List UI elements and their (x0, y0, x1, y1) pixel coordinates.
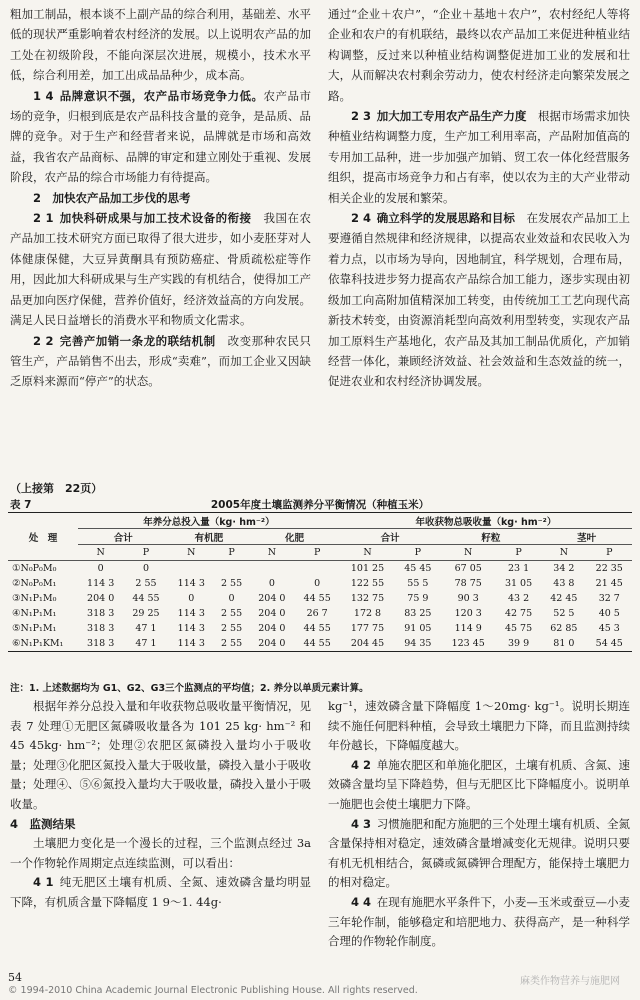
cell (249, 561, 294, 577)
cell: 114 9 (454, 623, 482, 634)
section-body: 习惯施肥和配方施肥的三个处理土壤有机质、全氮含量保持相对稳定，速效磷含量增减变化无规律。说明只要有机无机相结合，氮磷或氮磷钾合理配方，能保持土壤肥力的相对稳定。 (328, 816, 631, 890)
cell: 114 3 (177, 578, 205, 589)
site-watermark: 麻类作物营养与施肥网 (520, 976, 620, 987)
section-body: 单施农肥区和单施化肥区，土壤有机质、含氮、速效磷含量均呈下降趋势，但与无肥区比下降幅度小。说明单一施肥也会使土壤肥力下降。 (328, 757, 631, 811)
table-row (8, 636, 632, 652)
cell: 204 0 (258, 638, 286, 649)
header-n: N (249, 545, 294, 561)
upper-right-column (328, 4, 630, 392)
cell: 40 5 (598, 608, 620, 619)
header-p: P (496, 545, 541, 561)
header-total: 合计 (340, 529, 441, 545)
paragraph: 土壤肥力变化是一个漫长的过程，三个监测点经过 3a一个作物轮作周期定点连续监测，可以看出： (10, 836, 311, 870)
cell: 204 0 (87, 593, 115, 604)
table-title: 2005年度土壤监测养分平衡情况（种植玉米） (210, 499, 430, 511)
cell: 43 2 (507, 593, 530, 604)
section-number: 4 3 (351, 816, 372, 831)
cell: 44 55 (303, 623, 331, 634)
cell: 54 45 (595, 638, 623, 649)
table-note: 注：1. 上述数据均为 G1、G2、G3三个监测点的平均值；2. 养分以单质元素计算。 (10, 683, 369, 694)
section-body: 在发展农产品加工上要遵循自然规律和经济规律，以提高农业效益和农民收入为着力点，以市场为导向，因地制宜，科学规划，合理布局，依靠科技进步努力提高农产品综合加工能力，逐步实现由初级加工向高附加值精深加工转变，由传统加工工艺向现代高新技术转变，由资源消耗型向高效利用型转变，实现农产品加工原料生产基地化，农产品及其加工制品优质化，产加销经营一体化，兼顾经济效益、社会效益和生态效益的统一，促进农业和农村经济协调发展。 (328, 211, 631, 389)
cell: 114 3 (177, 623, 205, 634)
cell: 177 75 (350, 623, 385, 634)
cell: 114 3 (177, 608, 205, 619)
cell: 120 3 (454, 608, 482, 619)
section-body: 在现有施肥水平条件下，小麦—玉米或蚕豆—小麦三年轮作制，能够稳定和培肥地力、获得高产，是一种科学合理的作物轮作制度。 (328, 894, 631, 949)
section-2-1 (10, 208, 311, 330)
section-heading: 加大加工专用农产品生产力度 (376, 109, 527, 124)
cell: 45 3 (598, 623, 620, 634)
lower-text-block (10, 697, 630, 969)
cell: 52 5 (553, 608, 575, 619)
cell: 81 0 (553, 638, 575, 649)
section-1-4 (10, 86, 311, 188)
section-heading: 完善产加销一条龙的联结机制 (59, 333, 216, 348)
header-n: N (340, 545, 395, 561)
table-row (8, 606, 632, 621)
cell: 67 05 (454, 563, 482, 574)
cell: 94 35 (404, 638, 432, 649)
section-number: 2 3 (351, 109, 372, 124)
lower-right-column (328, 697, 630, 952)
header-n: N (441, 545, 496, 561)
cell: 2 55 (220, 638, 243, 649)
cell: 44 55 (303, 638, 331, 649)
row-label: ①N₀P₀M₀ (12, 563, 57, 574)
cell: 2 55 (220, 608, 243, 619)
cell: 83 25 (404, 608, 432, 619)
section-2-4 (328, 208, 630, 392)
header-grain: 籽粒 (441, 529, 542, 545)
section-body: 农产品市场的竞争，归根到底是农产品科技含量的竞争，是品质、品牌的竞争。对于生产和经营者来说，品牌就是市场和高效益，我省农产品商标、品牌的审定和建立刚处于重视、发展阶段，农产品的综合市场能力有待提高。 (10, 88, 311, 185)
continued-from-label: （上接第 22页） (10, 482, 103, 495)
cell: 0 (268, 578, 275, 589)
section-4-2 (328, 756, 630, 815)
section-4-heading: 4 监测结果 (10, 816, 76, 831)
nutrient-balance-table (8, 512, 632, 652)
section-heading: 品牌意识不强，农产品市场竞争力低。 (59, 88, 264, 103)
section-2-3 (328, 106, 630, 208)
header-input: 年养分总投入量（kg· hm⁻²） (78, 513, 340, 529)
section-number: 4 1 (33, 875, 54, 890)
cell: 32 7 (598, 593, 620, 604)
cell: 90 3 (457, 593, 479, 604)
header-uptake: 年收获物总吸收量（kg· hm⁻²） (340, 513, 632, 529)
section-2-heading: 2 加快农产品加工步伐的思考 (33, 190, 191, 205)
copyright-footer: © 1994-2010 China Academic Journal Electronic Publishing House. All rights reserved. (8, 985, 418, 996)
cell: 42 75 (504, 608, 533, 619)
cell: 45 75 (504, 623, 533, 634)
row-label: ④N₁P₁M₁ (12, 608, 57, 619)
section-body: 改变那种农民只管生产，产品销售不出去，形成“卖难”，而加工企业又因缺乏原料来源而“停产”的状态。 (10, 333, 312, 389)
paragraph: kg⁻¹，速效磷含量下降幅度 1～20mg· kg⁻¹。说明长期连续不施任何肥料种植，会导致土壤肥力下降，而且监测持续年份越长，下降幅度越大。 (328, 699, 630, 753)
header-total: 合计 (78, 529, 169, 545)
cell: 318 3 (87, 638, 115, 649)
cell: 75 9 (407, 593, 429, 604)
section-number: 4 2 (351, 757, 372, 772)
cell: 2 55 (220, 623, 243, 634)
lower-left-column (10, 697, 311, 913)
cell: 0 (97, 563, 104, 574)
cell: 204 0 (258, 608, 286, 619)
header-treatment: 处 理 (8, 513, 78, 561)
cell: 91 05 (404, 623, 432, 634)
section-number: 2 1 (33, 211, 54, 226)
header-n: N (78, 545, 123, 561)
cell: 21 45 (595, 578, 623, 589)
table-row (8, 561, 632, 577)
cell: 0 (314, 578, 321, 589)
section-number: 4 4 (351, 894, 372, 909)
section-body: 根据市场需求加快种植业结构调整力度，生产加工利用率高，产品附加值高的专用加工品种，进一步加强产加销、贸工农一体化经营服务组织，提高市场竞争力和占有率，使以农为主的大产业带动相关企业的发展和繁荣。 (328, 109, 631, 205)
cell: 101 25 (350, 563, 385, 574)
header-p: P (395, 545, 440, 561)
cell: 0 (228, 593, 235, 604)
section-heading: 加快科研成果与加工技术设备的衔接 (59, 211, 252, 226)
section-4-1 (10, 873, 311, 912)
cell: 29 25 (132, 608, 160, 619)
paragraph: 粗加工制品，根本谈不上副产品的综合利用，基础差、水平低的现状严重影响着农村经济的发展。以上说明农产品的加工处在初级阶段，不能向深层次进展，规模小，技术水平低，综合利用差，加工出成品品种少，成本高。 (10, 7, 311, 83)
page-number: 54 (8, 971, 22, 984)
cell: 22 35 (595, 563, 623, 574)
table-row (8, 621, 632, 636)
cell: 204 0 (258, 593, 286, 604)
section-number: 2 2 (33, 333, 54, 348)
cell: 44 55 (303, 593, 331, 604)
cell (295, 561, 340, 577)
cell: 172 8 (353, 608, 382, 619)
section-2-2 (10, 331, 311, 392)
header-p: P (123, 545, 168, 561)
cell: 114 3 (87, 578, 115, 589)
cell: 47 1 (135, 638, 157, 649)
section-body: 纯无肥区土壤有机质、全氮、速效磷含量均明显下降，有机质含量下降幅度 1 9～1. 44g· (10, 875, 311, 909)
cell: 123 45 (451, 638, 485, 649)
section-number: 1 4 (33, 88, 54, 103)
section-number: 2 4 (351, 211, 372, 226)
row-label: ⑤N₁P₁M₁ (12, 623, 57, 634)
cell: 55 5 (407, 578, 429, 589)
cell (214, 561, 249, 577)
cell: 2 55 (135, 578, 157, 589)
table-number: 表 7 (10, 499, 32, 511)
header-p: P (587, 545, 632, 561)
table-row (8, 576, 632, 591)
cell: 0 (188, 593, 195, 604)
cell: 2 55 (220, 578, 243, 589)
table-row (8, 591, 632, 606)
cell: 34 2 (553, 563, 575, 574)
paragraph: 通过“企业＋农户”，“企业＋基地＋农户”，农村经纪人等将企业和农户的有机联结，最终以农产品加工来促进种植业结构调整，反过来以种植业结构调整促进加工业的发展和壮大，从而解决农村剩余劳动力，使农村经济走向繁荣发展之路。 (328, 7, 630, 103)
cell: 114 3 (177, 638, 205, 649)
cell: 44 55 (132, 593, 160, 604)
cell: 122 55 (350, 578, 385, 589)
header-n: N (169, 545, 214, 561)
cell: 31 05 (504, 578, 533, 589)
cell: 318 3 (87, 623, 115, 634)
section-body: 我国在农产品加工技术研究方面已取得了很大进步，如小麦胚芽对人体健康保健，大豆异黄酮具有预防癌症、骨质疏松症等作用，因此加大科研成果与生产实践的有机结合，使得加工产品更加向医疗保健，营养价值好，经济效益高的方向发展。满足人民日益增长的消费水平和物质文化需求。 (10, 211, 312, 328)
cell: 318 3 (87, 608, 115, 619)
cell: 39 9 (507, 638, 530, 649)
header-organic: 有机肥 (169, 529, 250, 545)
paragraph: 根据年养分总投入量和年收获物总吸收量平衡情况，见表 7 处理①无肥区氮磷吸收量各为 101 25 kg· hm⁻² 和 45 45kg· hm⁻²；处理②农肥区氮磷投入量均小于吸收量；处理③化肥区氮投入量大于吸收量，磷投入量小于吸收量；处理④、⑤⑥氮投入量均大于吸收量，磷投入量小于吸收量。 (10, 699, 311, 811)
cell: 132 75 (350, 593, 385, 604)
header-p: P (214, 545, 249, 561)
cell: 47 1 (135, 623, 157, 634)
upper-left-column (10, 4, 311, 392)
cell: 45 45 (404, 563, 432, 574)
cell: 204 45 (350, 638, 385, 649)
section-4-4 (328, 893, 630, 952)
cell: 78 75 (454, 578, 482, 589)
section-heading: 确立科学的发展思路和目标 (376, 211, 515, 226)
row-label: ③N₁P₁M₀ (12, 593, 57, 604)
cell: 0 (142, 563, 149, 574)
section-4-3 (328, 815, 630, 893)
cell: 23 1 (507, 563, 530, 574)
header-stalk: 茎叶 (541, 529, 632, 545)
cell: 204 0 (258, 623, 286, 634)
header-n: N (541, 545, 586, 561)
cell: 62 85 (550, 623, 578, 634)
upper-text-block (10, 4, 630, 477)
row-label: ⑥N₁P₁KM₁ (12, 638, 64, 649)
cell: 43 8 (553, 578, 575, 589)
header-p: P (295, 545, 340, 561)
cell (169, 561, 214, 577)
row-label: ②N₀P₀M₁ (12, 578, 57, 589)
header-chemical: 化肥 (249, 529, 340, 545)
cell: 42 45 (550, 593, 578, 604)
cell: 26 7 (306, 608, 328, 619)
